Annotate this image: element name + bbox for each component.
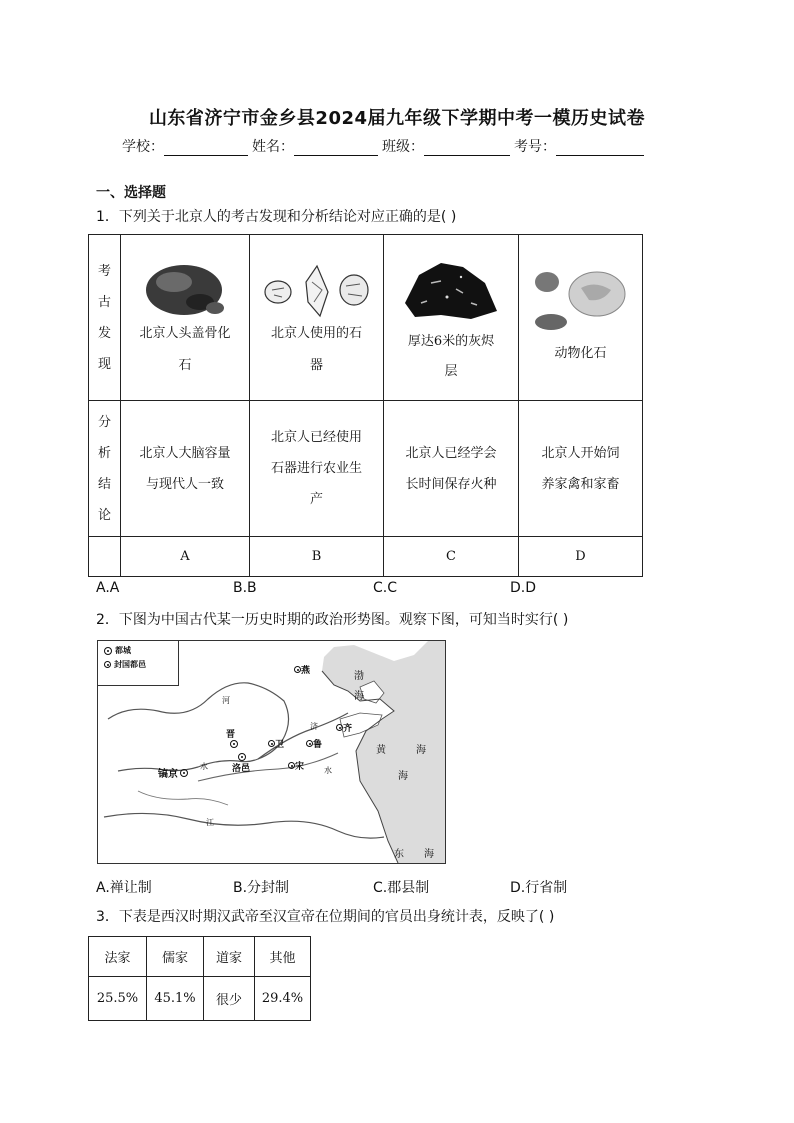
header-legalist: 法家: [89, 937, 147, 977]
letter-a: A: [121, 537, 250, 577]
question-3-table: [88, 936, 311, 1021]
legend-fief: 封国都邑: [104, 659, 146, 670]
section-heading: 一、选择题: [96, 185, 166, 201]
row-header-discovery: 考 古 发 现: [89, 235, 121, 401]
header-confucian: 儒家: [147, 937, 204, 977]
ji-river: [198, 753, 338, 781]
ash-layer-icon: [384, 253, 518, 327]
sea-label-dong: 东: [394, 849, 404, 860]
question-3-stem: 3．下表是西汉时期汉武帝至汉宣帝在位期间的官员出身统计表，反映了( ): [96, 909, 555, 925]
conclusion-cell-a: 北京人大脑容量 与现代人一致: [121, 401, 250, 537]
city-qi: 齐: [336, 721, 352, 734]
sea-label-bo-2: 海: [354, 691, 364, 702]
letter-b: B: [250, 537, 384, 577]
student-info-line: [122, 136, 648, 156]
question-1-table: [88, 234, 643, 577]
discovery-cell-c: 厚达6米的灰烬 层: [384, 235, 519, 401]
yangtze-river: [104, 813, 384, 838]
option-b[interactable]: B.分封制: [233, 880, 290, 896]
question-2-options: [96, 877, 696, 895]
city-luoyi: 洛邑: [232, 764, 251, 774]
river-label-jiang: 江: [206, 818, 214, 827]
jin-marker-icon: [230, 740, 238, 748]
sea-label-dong-2: 海: [424, 849, 434, 860]
number-label: 考号：: [514, 139, 556, 155]
option-c[interactable]: C.郡县制: [373, 880, 430, 896]
river-label-shui: 水: [200, 762, 208, 771]
question-1-options: [96, 580, 696, 598]
yellow-river: [108, 683, 289, 771]
city-wei: 卫: [268, 737, 284, 750]
han-river: [138, 791, 228, 805]
sea-label-huang-2: 海: [416, 745, 426, 756]
number-blank[interactable]: [556, 141, 644, 156]
city-lu: 鲁: [306, 737, 322, 750]
option-b[interactable]: B.B: [233, 580, 257, 596]
option-c[interactable]: C.C: [373, 580, 398, 596]
skull-fossil-icon: [121, 262, 249, 318]
discovery-cell-a: 北京人头盖骨化 石: [121, 235, 250, 401]
letter-c: C: [384, 537, 519, 577]
city-song: 宋: [288, 759, 304, 772]
option-a[interactable]: A.禅让制: [96, 880, 152, 896]
conclusion-cell-d: 北京人开始饲 养家禽和家畜: [519, 401, 643, 537]
sea-label-hai: 海: [398, 771, 408, 782]
political-map: [97, 640, 446, 864]
question-1-stem: 1．下列关于北京人的考古发现和分析结论对应正确的是( ): [96, 209, 457, 225]
value-other: 29.4%: [255, 977, 311, 1021]
capital-symbol-icon: [104, 647, 112, 655]
letter-row-blank: [89, 537, 121, 577]
question-2-stem: 2．下图为中国古代某一历史时期的政治形势图。观察下图，可知当时实行( ): [96, 612, 569, 628]
class-label: 班级：: [382, 139, 424, 155]
option-d[interactable]: D.行省制: [510, 880, 568, 896]
discovery-cell-d: 动物化石: [519, 235, 643, 401]
luoyi-marker-icon: [238, 753, 246, 761]
animal-fossil-icon: [519, 268, 642, 338]
conclusion-cell-b: 北京人已经使用 石器进行农业生 产: [250, 401, 384, 537]
name-label: 姓名：: [252, 139, 294, 155]
option-d[interactable]: D.D: [510, 580, 537, 596]
value-confucian: 45.1%: [147, 977, 204, 1021]
name-blank[interactable]: [294, 141, 378, 156]
school-blank[interactable]: [164, 141, 248, 156]
value-legalist: 25.5%: [89, 977, 147, 1021]
header-taoist: 道家: [204, 937, 255, 977]
city-jin: 晋: [226, 730, 236, 740]
discovery-cell-b: 北京人使用的石 器: [250, 235, 384, 401]
map-legend: [98, 641, 179, 686]
city-haojing: 镐京: [158, 765, 188, 780]
stone-tools-icon: [250, 262, 383, 318]
river-label-ji: 济: [310, 722, 318, 731]
class-blank[interactable]: [424, 141, 510, 156]
sea-label-huang: 黄: [376, 745, 386, 756]
value-taoist: 很少: [204, 977, 255, 1021]
city-yan: 燕: [294, 663, 310, 676]
sea-label-bo: 渤: [354, 671, 364, 682]
row-header-conclusion: 分 析 结 论: [89, 401, 121, 537]
exam-title: 山东省济宁市金乡县2024届九年级下学期中考一模历史试卷: [148, 108, 646, 129]
conclusion-cell-c: 北京人已经学会 长时间保存火种: [384, 401, 519, 537]
option-a[interactable]: A.A: [96, 580, 120, 596]
header-other: 其他: [255, 937, 311, 977]
letter-d: D: [519, 537, 643, 577]
fief-symbol-icon: [104, 661, 111, 668]
school-label: 学校：: [122, 139, 164, 155]
legend-capital: 都城: [104, 645, 131, 656]
river-label-he: 河: [222, 696, 230, 705]
river-label-shui-2: 水: [324, 766, 332, 775]
